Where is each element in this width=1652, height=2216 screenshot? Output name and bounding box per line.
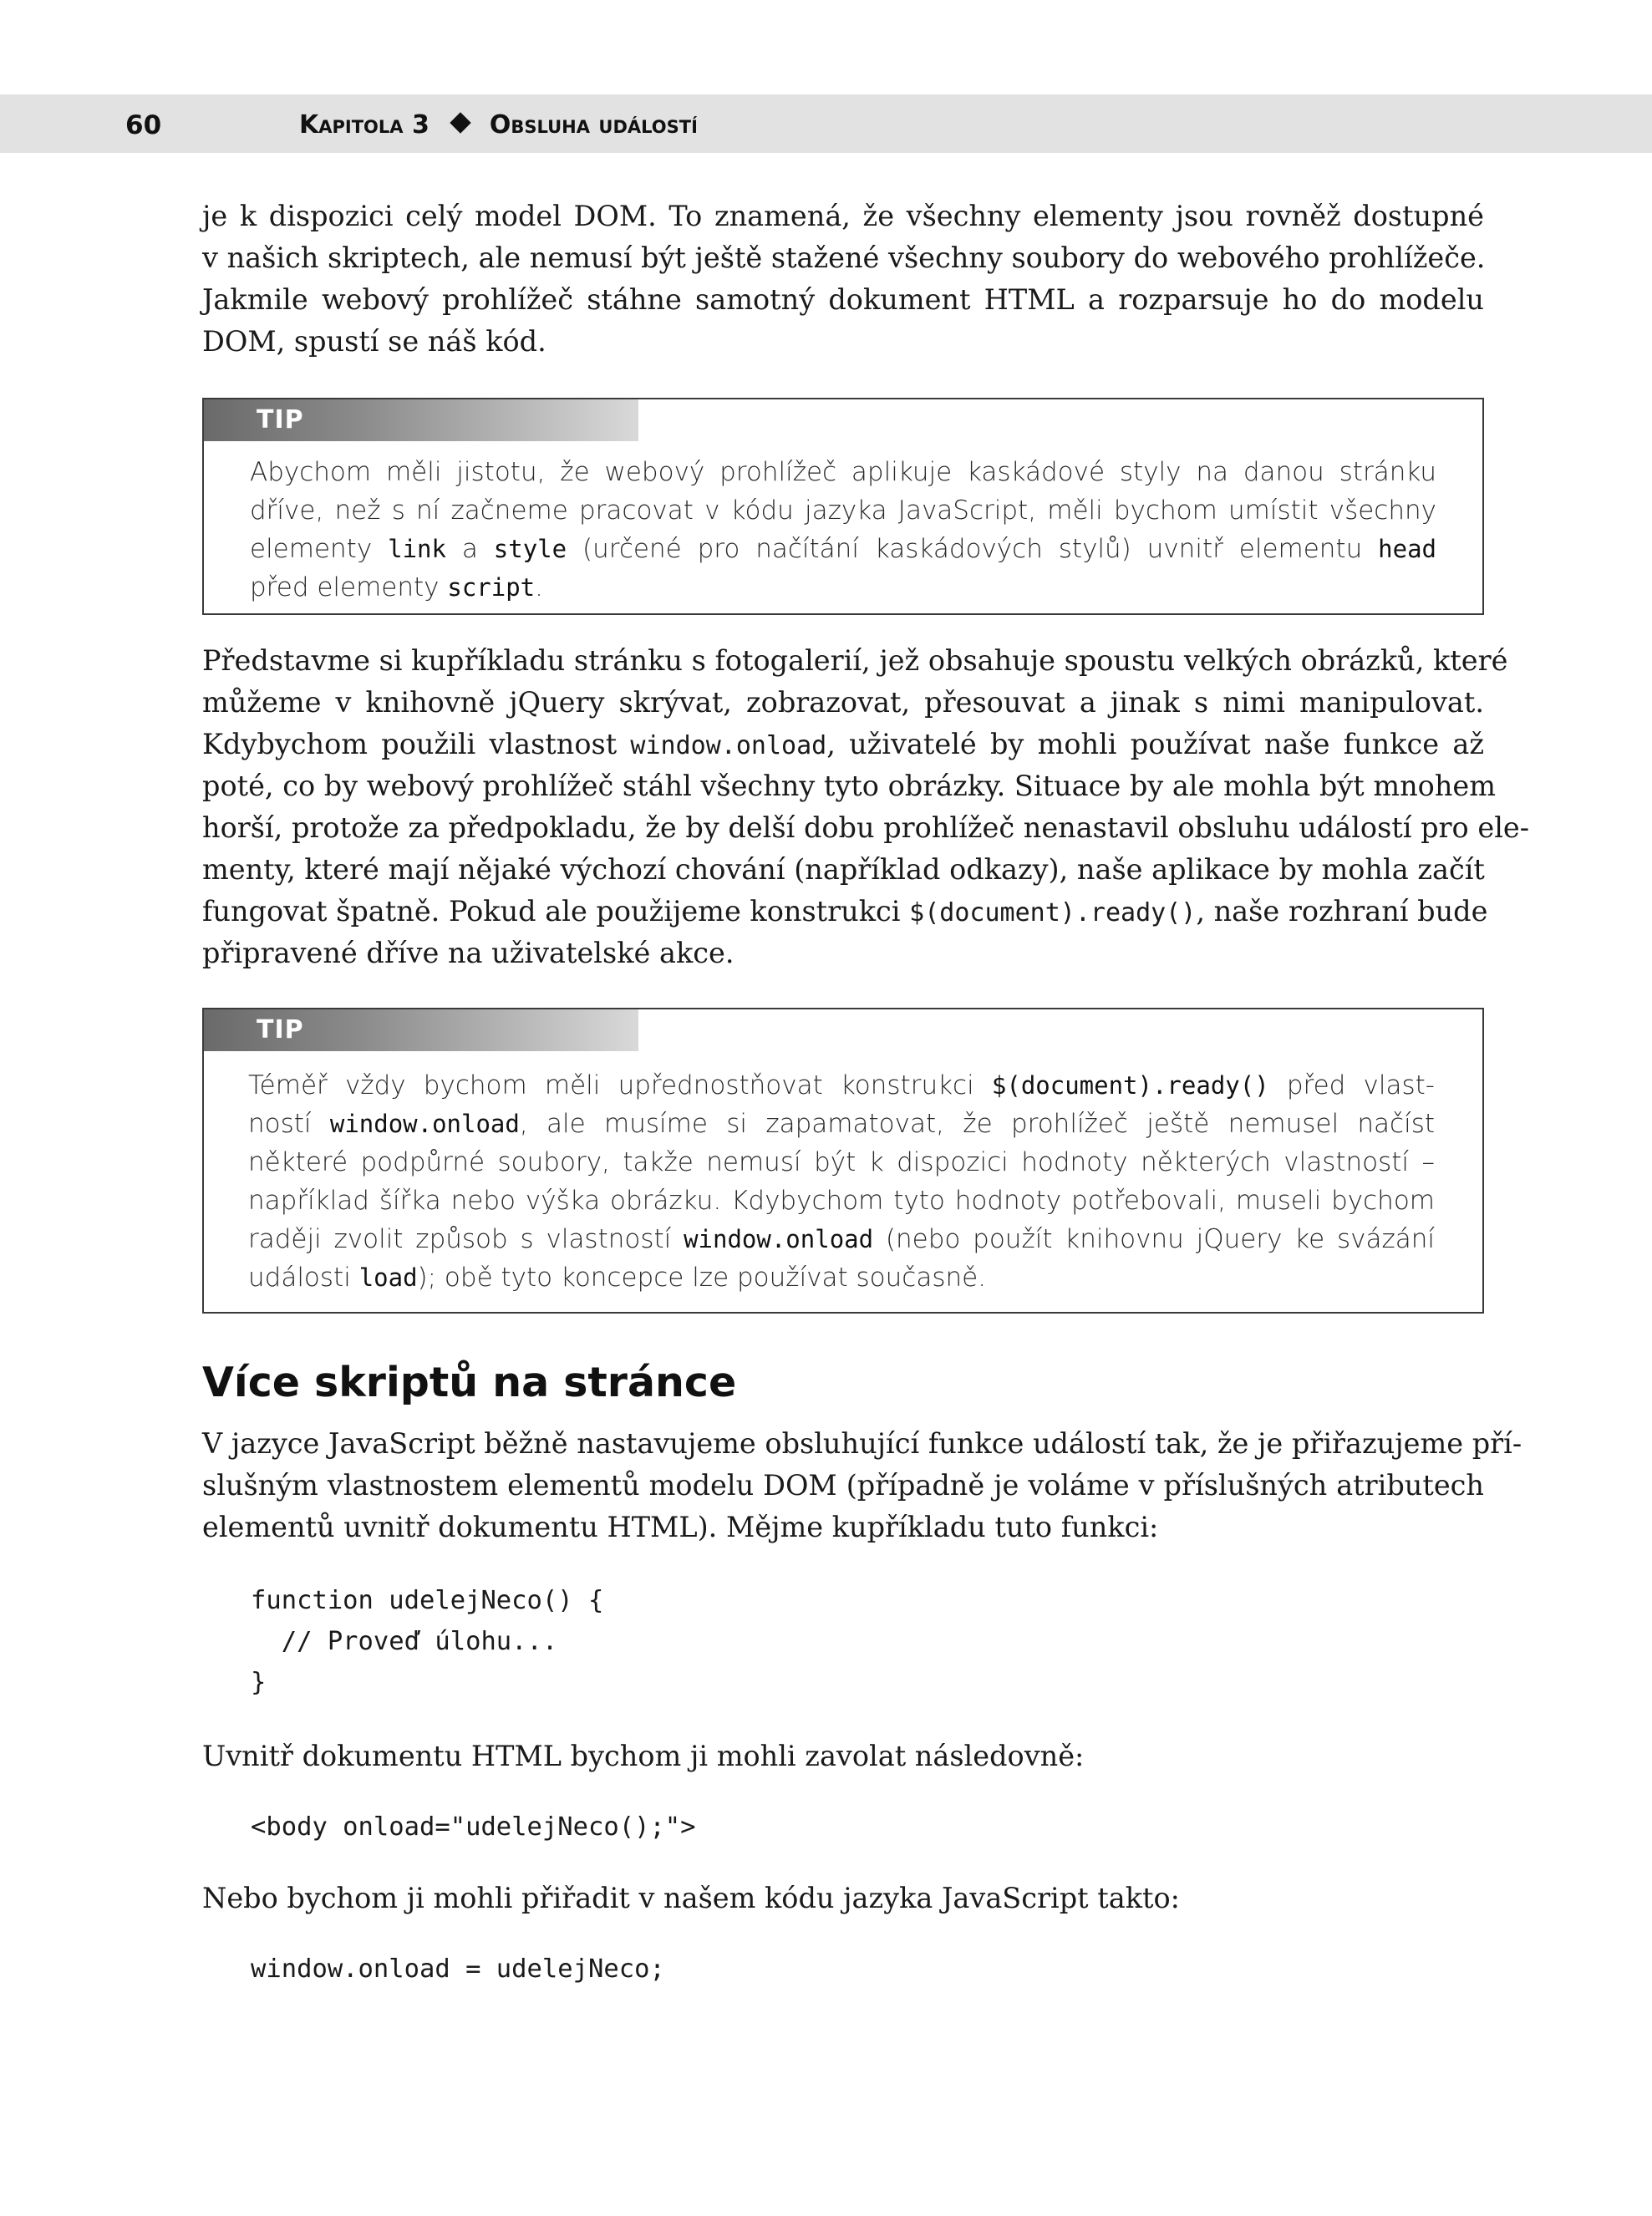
code-line: window.onload = udelejNeco;	[251, 1954, 665, 1984]
text-line: Nebo bychom ji mohli přiřadit v našem kódu jazyka JavaScript takto:	[202, 1882, 1180, 1914]
code-inline: script	[447, 573, 536, 602]
text-run: elementy	[250, 534, 389, 564]
text-line: dříve, než s ní začneme pracovat v kódu jazyka JavaScript, měli bychom umístit všechny	[250, 496, 1436, 526]
text-line	[250, 568, 1436, 607]
text-line: horší, protože za předpokladu, že by delší dobu prohlížeč nenastavil obsluhu událostí pro ele-	[202, 811, 1530, 844]
text-line: můžeme v knihovně jQuery skrývat, zobrazovat, přesouvat a jinak s nimi manipulovat.	[202, 686, 1484, 719]
code-inline: $(document).ready()	[909, 898, 1197, 928]
code-inline: style	[493, 535, 567, 563]
text-line	[248, 1258, 1435, 1297]
code-line: function udelejNeco() {	[251, 1586, 604, 1615]
text-line: připravené dříve na uživatelské akce.	[202, 937, 735, 969]
text-line	[202, 724, 1484, 765]
text-line: Abychom měli jistotu, že webový prohlížeč aplikuje kaskádové styly na danou stránku	[250, 457, 1436, 487]
text-line: menty, které mají nějaké výchozí chování (například odkazy), naše aplikace by mohla začít	[202, 853, 1485, 886]
text-run: .	[535, 572, 543, 602]
text-line: elementů uvnitř dokumentu HTML). Mějme kupříkladu tuto funkci:	[202, 1511, 1159, 1543]
code-inline: load	[358, 1263, 418, 1292]
text-run: fungovat špatně. Pokud ale použijeme konstrukci	[202, 895, 910, 928]
tip-text	[248, 1066, 1435, 1297]
text-run: před elementy	[250, 572, 448, 602]
text-line	[248, 1220, 1435, 1258]
text-line	[250, 530, 1436, 568]
text-line: například šířka nebo výška obrázku. Kdybychom tyto hodnoty potřebovali, museli bychom	[248, 1186, 1435, 1216]
text-run: Kdybychom použili vlastnost	[202, 728, 631, 760]
paragraph-intro	[202, 196, 1484, 363]
text-run: (určené pro načítání kaskádových stylů) uvnitř elementu	[567, 534, 1379, 564]
text-line	[248, 1066, 1435, 1105]
chapter-label: Kapitola 3	[299, 110, 430, 140]
tip-box-ready	[202, 1008, 1484, 1314]
running-header-bar	[0, 94, 1652, 153]
code-line: <body onload="udelejNeco();">	[251, 1812, 696, 1842]
code-inline: head	[1378, 535, 1437, 563]
code-inline: window.onload	[630, 731, 827, 760]
text-run: raději zvolit způsob s vlastností	[248, 1224, 684, 1254]
code-block-body-onload	[251, 1807, 696, 1848]
paragraph-js-assign	[202, 1878, 1484, 1919]
text-run: Téměř vždy bychom měli upřednostňovat konstrukci	[248, 1070, 992, 1100]
text-run: , ale musíme si zapamatovat, že prohlížeč ještě nemusel načíst	[519, 1109, 1436, 1139]
text-run: , naše rozhraní bude	[1196, 895, 1488, 928]
code-line: }	[251, 1668, 267, 1697]
text-line: v našich skriptech, ale nemusí být ještě stažené všechny soubory do webového prohlížeče.	[202, 241, 1486, 274]
text-line: Uvnitř dokumentu HTML bychom ji mohli zavolat následovně:	[202, 1740, 1085, 1772]
text-run: ností	[248, 1109, 330, 1139]
tip-label: TIP	[204, 1009, 638, 1051]
text-line: Představme si kupříkladu stránku s fotogalerií, jež obsahuje spoustu velkých obrázků, které	[202, 644, 1508, 677]
text-line: DOM, spustí se náš kód.	[202, 325, 546, 358]
section-label: Obsluha událostí	[489, 110, 698, 140]
text-line: některé podpůrné soubory, takže nemusí být k dispozici hodnoty některých vlastností –	[248, 1147, 1435, 1177]
text-run: události	[248, 1263, 359, 1293]
code-inline: window.onload	[684, 1225, 874, 1253]
text-run: před vlast-	[1268, 1070, 1435, 1100]
text-run: ); obě tyto koncepce lze používat současně.	[417, 1263, 987, 1293]
paragraph-event-handlers	[202, 1423, 1522, 1548]
text-run: (nebo použít knihovnu jQuery ke svázání	[873, 1224, 1435, 1254]
text-line: Jakmile webový prohlížeč stáhne samotný dokument HTML a rozparsuje ho do modelu	[202, 283, 1484, 316]
tip-label: TIP	[204, 399, 638, 441]
text-run: , uživatelé by mohli používat naše funkce až	[826, 728, 1484, 760]
diamond-separator-icon	[450, 112, 470, 133]
page-number: 60	[125, 110, 162, 140]
text-run: a	[445, 534, 494, 564]
tip-text	[250, 453, 1436, 607]
text-line	[248, 1105, 1435, 1143]
text-line: je k dispozici celý model DOM. To znamená, že všechny elementy jsou rovněž dostupné	[202, 200, 1484, 232]
code-block-window-onload	[251, 1949, 665, 1990]
running-head	[299, 109, 698, 142]
text-line: V jazyce JavaScript běžně nastavujeme obsluhující funkce událostí tak, že je přiřazujeme pří-	[202, 1427, 1522, 1460]
code-inline: link	[388, 535, 446, 563]
text-line	[202, 891, 1488, 933]
code-block-function	[251, 1580, 603, 1703]
section-heading: Více skriptů na stránce	[202, 1359, 737, 1406]
text-line: poté, co by webový prohlížeč stáhl všechny tyto obrázky. Situace by ale mohla být mnohem	[202, 770, 1497, 802]
code-inline: window.onload	[329, 1110, 520, 1138]
paragraph-photogallery	[202, 640, 1530, 974]
code-line: // Proveď úlohu...	[251, 1627, 558, 1656]
tip-box-styles	[202, 398, 1484, 615]
code-inline: $(document).ready()	[991, 1071, 1269, 1100]
paragraph-html-call	[202, 1736, 1484, 1777]
text-line: slušným vlastnostem elementů modelu DOM (případně je voláme v příslušných atributech	[202, 1469, 1484, 1502]
